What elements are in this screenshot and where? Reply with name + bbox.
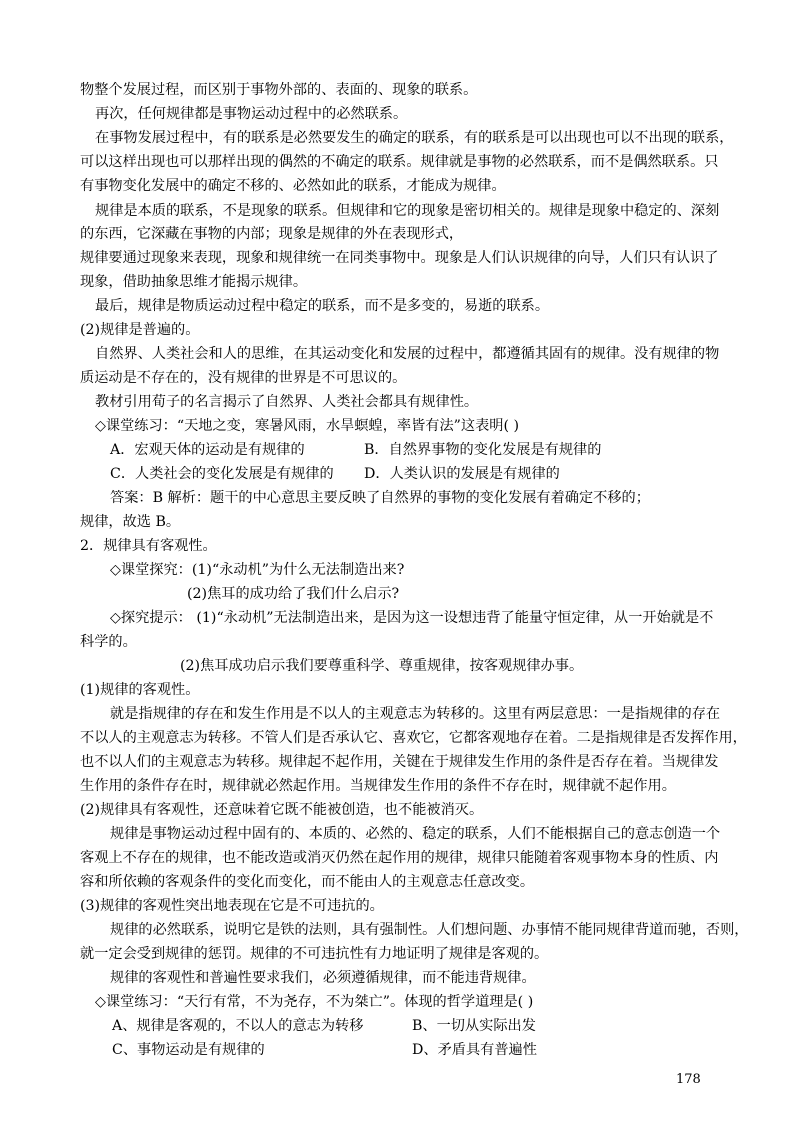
exploration-question: (2)焦耳的成功给了我们什么启示? — [187, 586, 400, 602]
text-line: 在事物发展过程中，有的联系是必然要发生的确定的联系，有的联系是可以出现也可以不出现的联系， — [95, 130, 734, 146]
section-heading: (2)规律具有客观性，还意味着它既不能被创造，也不能被消灭。 — [80, 802, 484, 818]
text-line: 科学的。 — [80, 634, 137, 650]
text-line: 物整个发展过程，而区别于事物外部的、表面的、现象的联系。 — [80, 82, 478, 98]
text-line: 质运动是不存在的，没有规律的世界是不可思议的。 — [80, 370, 407, 386]
text-line: 就一定会受到规律的惩罚。规律的不可违抗性有力地证明了规律是客观的。 — [80, 946, 549, 962]
section-heading: (3)规律的客观性突出地表现在它是不可违抗的。 — [80, 898, 384, 914]
text-line: 规律是事物运动过程中固有的、本质的、必然的、稳定的联系，人们不能根据自己的意志创造一个 — [110, 826, 721, 842]
page-number: 178 — [676, 1072, 701, 1087]
text-line: 的东西，它深藏在事物的内部；现象是规律的外在表现形式， — [80, 226, 464, 242]
option-row — [110, 440, 602, 460]
option-row — [110, 464, 560, 484]
text-line: 教材引用荀子的名言揭示了自然界、人类社会都具有规律性。 — [95, 394, 479, 410]
exercise-question: ◇课堂练习：“天地之变，寒暑风雨，水旱螟蝗，率皆有法”这表明( ) — [95, 418, 520, 434]
option-a: A．宏观天体的运动是有规律的 — [110, 442, 305, 458]
text-line: 规律的客观性和普遍性要求我们，必须遵循规律，而不能违背规律。 — [110, 970, 536, 986]
option-b: B．自然界事物的变化发展是有规律的 — [364, 442, 602, 458]
text-line: 就是指规律的存在和发生作用是不以人的主观意志为转移的。这里有两层意思：一是指规律的存在 — [110, 706, 721, 722]
text-line: 现象，借助抽象思维才能揭示规律。 — [80, 274, 308, 290]
option-c: C、事物运动是有规律的 — [112, 1042, 265, 1058]
text-line: 有事物变化发展中的确定不移的、必然如此的联系，才能成为规律。 — [80, 178, 506, 194]
text-line: 不以人的主观意志为转移。不管人们是否承认它、喜欢它，它都客观地存在着。二是指规律是否发挥作用， — [80, 730, 747, 746]
option-row — [112, 1016, 536, 1036]
text-line: 规律，故选 B。 — [80, 514, 181, 530]
text-line: 规律的必然联系，说明它是铁的法则，具有强制性。人们想问题、办事情不能同规律背道而驰，否则， — [110, 922, 749, 938]
section-heading: (2)规律是普遍的。 — [80, 322, 200, 338]
option-row — [112, 1040, 537, 1060]
section-heading: (1)规律的客观性。 — [80, 682, 200, 698]
text-line: 容和所依赖的客观条件的变化而变化，而不能由人的主观意志任意改变。 — [80, 874, 535, 890]
text-line: 规律是本质的联系，不是现象的联系。但规律和它的现象是密切相关的。规律是现象中稳定的、深刻 — [95, 203, 720, 219]
exploration-hint: (2)焦耳成功启示我们要尊重科学、尊重规律，按客观规律办事。 — [180, 658, 584, 674]
option-d: D、矛盾具有普遍性 — [412, 1042, 537, 1058]
text-line: 生作用的条件存在时，规律就必然起作用。当规律发生作用的条件不存在时，规律就不起作用。 — [80, 778, 676, 794]
option-a: A、规律是客观的，不以人的意志为转移 — [112, 1018, 364, 1034]
exploration-hint: ◇探究提示： (1)“永动机”无法制造出来，是因为这一设想违背了能量守恒定律，从一开始就是不 — [110, 610, 714, 626]
text-line: 最后，规律是物质运动过程中稳定的联系，而不是多变的，易逝的联系。 — [95, 298, 550, 314]
text-line: 再次，任何规律都是事物运动过程中的必然联系。 — [95, 106, 408, 122]
exploration-question: ◇课堂探究：(1)“永动机”为什么无法制造出来? — [110, 562, 405, 578]
text-line: 可以这样出现也可以那样出现的偶然的不确定的联系。规律就是事物的必然联系，而不是偶然联系。只 — [80, 154, 719, 170]
text-line: 规律要通过现象来表现，现象和规律统一在同类事物中。现象是人们认识规律的向导，人们只有认识了 — [80, 250, 719, 266]
exercise-question: ◇课堂练习：“天行有常，不为尧存，不为桀亡”。体现的哲学道理是( ) — [95, 994, 534, 1010]
option-c: C．人类社会的变化发展是有规律的 — [110, 466, 334, 482]
option-d: D．人类认识的发展是有规律的 — [364, 466, 560, 482]
text-line: 客观上不存在的规律，也不能改造或消灭仍然在起作用的规律，规律只能随着客观事物本身的性质、内 — [80, 850, 719, 866]
answer-line: 答案：B 解析：题干的中心意思主要反映了自然界的事物的变化发展有着确定不移的； — [110, 490, 650, 506]
option-b: B、一切从实际出发 — [412, 1018, 536, 1034]
text-line: 自然界、人类社会和人的思维，在其运动变化和发展的过程中，都遵循其固有的规律。没有规律的物 — [95, 346, 720, 362]
text-line: 也不以人们的主观意志为转移。规律起不起作用，关键在于规律发生作用的条件是否存在着。当规律发 — [80, 754, 719, 770]
section-heading: 2．规律具有客观性。 — [80, 538, 217, 554]
